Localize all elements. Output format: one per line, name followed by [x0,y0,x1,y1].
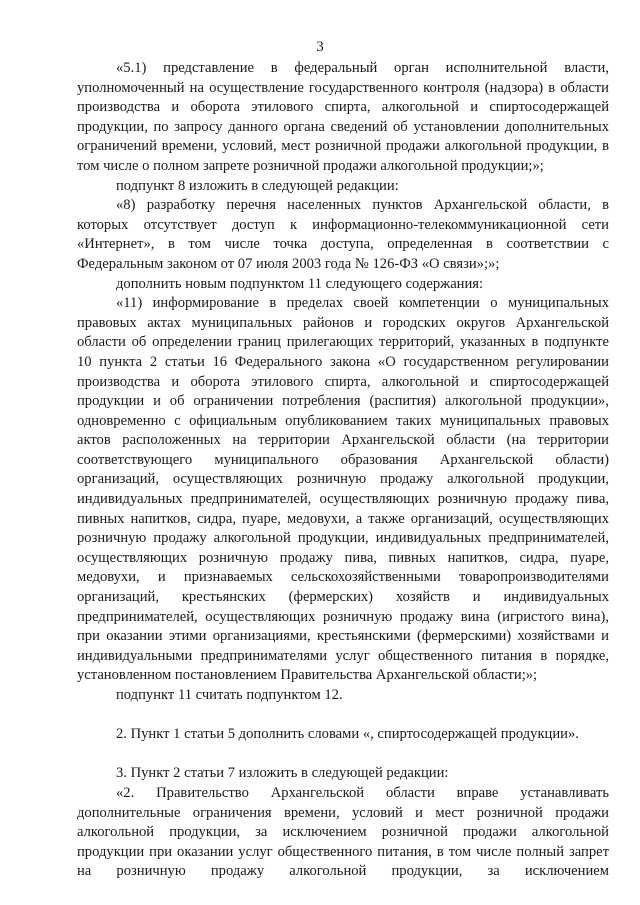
paragraph-renumber-subitem: подпункт 11 считать подпунктом 12. [116,687,343,703]
page-number: 3 [316,39,324,55]
paragraph-government-clause: «2. Правительство Архангельской области вправе устанавливать дополнительные ограничения времени, условий и мест розничной продажи алкогольной продукции, за исключением розничной продажи алкогольной продукции при оказании услуг общественного питания, в том числе полный запрет на розничную продажу алкогольной продукции, за исключением [77,784,609,880]
paragraph-subitem-5-1: «5.1) представление в федеральный орган исполнительной власти, уполномоченный на осуществление государственного контроля (надзора) в области производства и оборота этилового спирта, алкогольной и спиртосодержащей продукции, по запросу данного органа сведений об установлении дополнительных ограничений времени, условий, мест розничной продажи алкогольной продукции, в том числе о полном запрете розничной продажи алкогольной продукции;»; [77,60,609,174]
paragraph-point-3: 3. Пункт 2 статьи 7 изложить в следующей редакции: [116,765,449,782]
paragraph-point-2: 2. Пункт 1 статьи 5 дополнить словами «, спиртосодержащей продукции». [116,726,579,743]
paragraph-subitem-8: «8) разработку перечня населенных пунктов Архангельской области, в которых отсутствует доступ к информационно-телекоммуникационной сети «Интернет», в том числе точка доступа, определенная в соответствии с Федеральным законом от 07 июля 2003 года № 126-ФЗ «О связи»;»; [77,197,609,272]
document-body [77,59,609,882]
paragraph-instruction-subitem-11: дополнить новым подпунктом 11 следующего содержания: [116,275,484,292]
paragraph-subitem-11: «11) информирование в пределах своей компетенции о муниципальных правовых актах муниципальных районов и городских округов Архангельской области об определении границ прилегающих территорий, указанных в подпункте 10 пункта 2 статьи 16 Федерального закона «О государственном регулировании производства и оборота этилового спирта, алкогольной и спиртосодержащей продукции и об ограничении потребления (распития) алкогольной продукции», одновременно с официальным опубликованием таких муниципальных правовых актов расположенных на территории Архангельской области (на территории соответствующего муниципального образования Архангельской области) организаций, осуществляющих розничную продажу алкогольной продукции, индивидуальных предпринимателей, осуществляющих розничную продажу пива, пивных напитков, сидра, пуаре, медовухи, а также организаций, осуществляющих розничную продажу алкогольной продукции, индивидуальных предпринимателей, осуществляющих розничную продажу пива, пивных напитков, сидра, пуаре, медовухи, и признаваемых сельскохозяйственными товаропроизводителями организаций, крестьянских (фермерских) хозяйств и индивидуальных предпринимателей, осуществляющих розничную продажу вина (игристого вина), при оказании этими организациями, крестьянскими (фермерскими) хозяйствами и индивидуальными предпринимателями услуг общественного питания в порядке, установленном постановлением Правительства Архангельской области;»; [77,295,609,684]
paragraph-instruction-subitem-8: подпункт 8 изложить в следующей редакции: [116,177,399,194]
